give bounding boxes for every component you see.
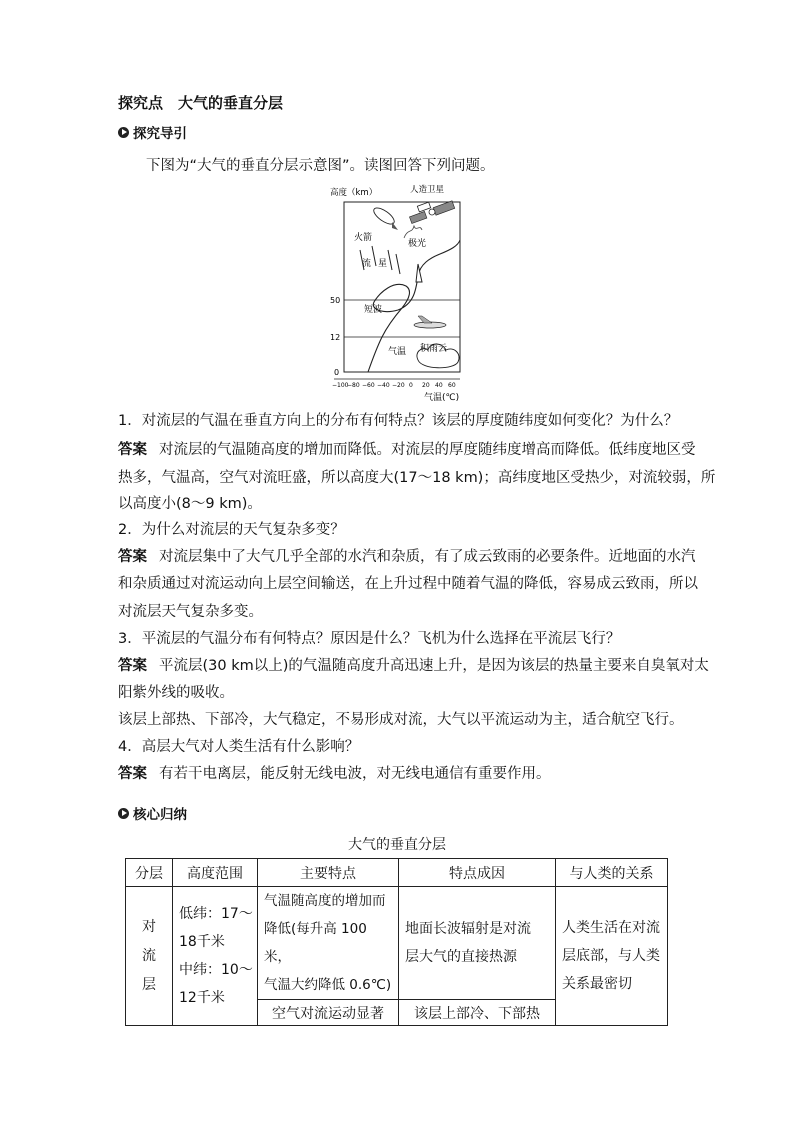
answer-1-line-1 [118, 436, 696, 465]
x-tick: 40 [435, 382, 443, 389]
atmosphere-diagram [322, 180, 482, 405]
answer-2-line-1 [118, 543, 696, 572]
section-label: 核心归纳 [133, 807, 187, 823]
x-tick: −60 [362, 382, 375, 389]
page-title: 探究点 大气的垂直分层 [118, 94, 284, 112]
answer-4-line-1 [118, 760, 678, 789]
answer-label: 答案 [118, 442, 147, 458]
satellite-icon [409, 201, 454, 224]
answer-1-line-2: 热多，气温高，空气对流旺盛，所以高度大(17～18 km)；高纬度地区受热少，对流较弱，所 [118, 470, 716, 486]
x-ticks [332, 382, 456, 389]
label-satellite: 人造卫星 [410, 185, 445, 195]
section-heading-summary [118, 803, 187, 823]
table-header: 分层 [126, 859, 173, 887]
table-caption: 大气的垂直分层 [348, 837, 446, 853]
table-header: 与人类的关系 [556, 859, 668, 887]
answer-text: 有若干电离层，能反射无线电波，对无线电通信有重要作用。 [159, 766, 551, 782]
question-1: 1．对流层的气温在垂直方向上的分布有何特点？该层的厚度随纬度如何变化？为什么？ [118, 413, 679, 429]
question-3: 3．平流层的气温分布有何特点？原因是什么？飞机为什么选择在平流层飞行？ [118, 631, 621, 647]
intro-text: 下图为“大气的垂直分层示意图”。读图回答下列问题。 [146, 158, 495, 174]
x-tick: 0 [409, 382, 413, 389]
section-label: 探究导引 [133, 126, 187, 142]
answer-text: 对流层的气温随高度的增加而降低。对流层的厚度随纬度增高而降低。低纬度地区受 [159, 442, 696, 458]
table-header: 高度范围 [173, 859, 258, 887]
label-rocket: 火箭 [354, 233, 373, 243]
play-circle-icon [118, 808, 129, 819]
aurora-icon [404, 226, 422, 238]
x-axis-label: 气温(℃) [424, 393, 460, 403]
table-row [126, 887, 668, 1000]
table-header: 特点成因 [399, 859, 556, 887]
y-axis-label: 高度（km） [330, 188, 378, 198]
airplane-icon [414, 316, 446, 328]
x-tick: 20 [422, 382, 430, 389]
answer-text: 对流层集中了大气几乎全部的水汽和杂质，有了成云致雨的必要条件。近地面的水汽 [159, 549, 696, 565]
answer-1-line-3: 以高度小(8～9 km)。 [118, 496, 262, 512]
x-tick: −100 [332, 382, 349, 389]
answer-label: 答案 [118, 549, 147, 565]
answer-label: 答案 [118, 658, 147, 674]
table-cell-feature: 气温随高度的增加而 降低(每升高 100 米， 气温大约降低 0.6℃) [258, 887, 399, 1000]
label-aurora: 极光 [408, 239, 427, 249]
table-cell-layer: 对 流 层 [126, 887, 173, 1026]
question-4: 4．高层大气对人类生活有什么影响？ [118, 739, 360, 755]
question-2: 2．为什么对流层的天气复杂多变？ [118, 522, 345, 538]
y-tick-50: 50 [330, 296, 341, 305]
table-cell-feature: 空气对流运动显著 [258, 1000, 399, 1026]
answer-3-line-1 [118, 652, 709, 681]
answer-3-line-2: 阳紫外线的吸收。 [118, 685, 234, 701]
answer-3-line-3: 该层上部热、下部冷，大气稳定，不易形成对流，大气以平流运动为主，适合航空飞行。 [118, 712, 684, 728]
label-meteor-1: 流 [362, 259, 372, 269]
table-cell-relation: 人类生活在对流 层底部，与人类 关系最密切 [556, 887, 668, 1026]
y-tick-12: 12 [330, 333, 341, 342]
table-header: 主要特点 [258, 859, 399, 887]
section-heading-guide [118, 122, 187, 142]
y-tick-0: 0 [334, 368, 340, 377]
x-tick: −40 [377, 382, 390, 389]
table-cell-cause: 地面长波辐射是对流 层大气的直接热源 [399, 887, 556, 1000]
play-circle-icon [118, 127, 129, 138]
label-shortwave: 短波 [364, 305, 383, 315]
x-tick: −20 [392, 382, 405, 389]
answer-2-line-3: 对流层天气复杂多变。 [118, 604, 263, 620]
table-cell-cause: 该层上部冷、下部热 [399, 1000, 556, 1026]
label-meteor-2: 星 [378, 259, 388, 269]
table-cell-height: 低纬：17～ 18千米 中纬：10～ 12千米 [173, 887, 258, 1026]
label-temperature: 气温 [388, 347, 407, 357]
answer-text: 平流层(30 km以上)的气温随高度升高迅速上升，是因为该层的热量主要来自臭氧对太 [159, 658, 709, 674]
answer-2-line-2: 和杂质通过对流运动向上层空间输送，在上升过程中随着气温的降低，容易成云致雨，所以 [118, 576, 698, 592]
answer-label: 答案 [118, 766, 147, 782]
label-cloud: 积雨云 [420, 344, 448, 354]
table-header-row [126, 859, 668, 887]
layers-table [125, 858, 668, 1026]
x-tick: 60 [448, 382, 456, 389]
x-tick: −80 [347, 382, 360, 389]
rocket-icon [371, 205, 398, 230]
